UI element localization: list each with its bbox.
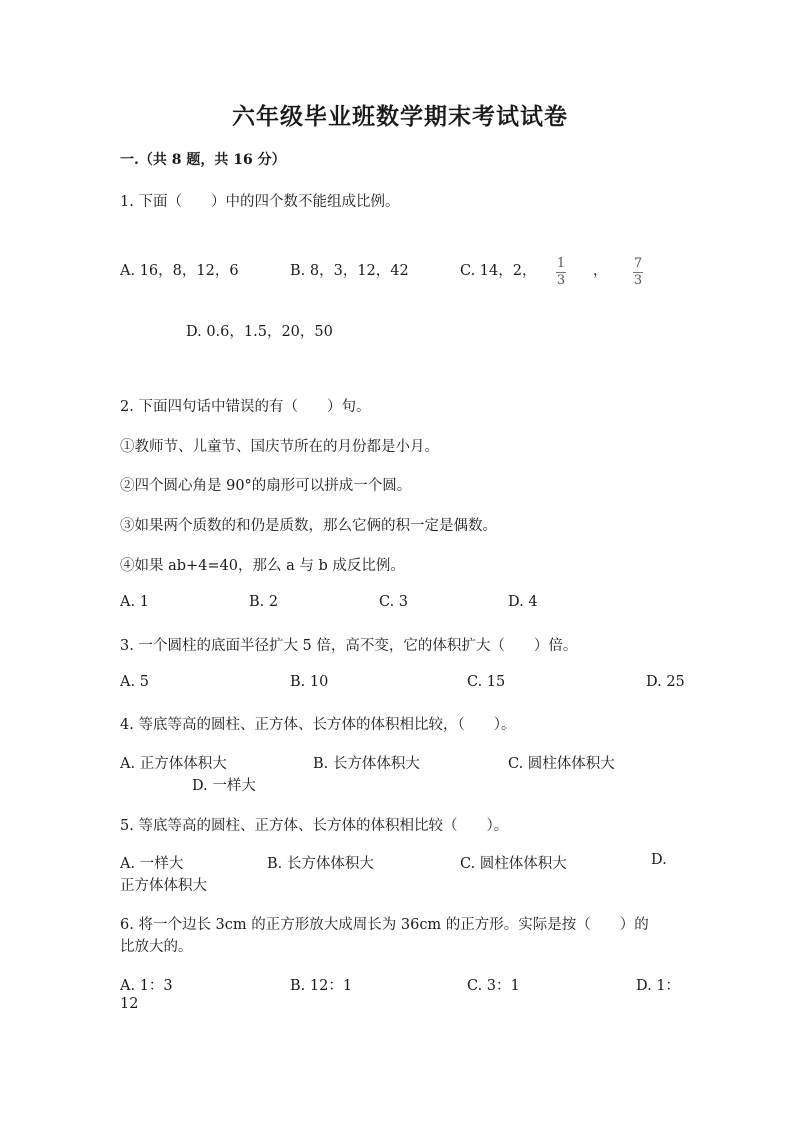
- q2-statement-4: ④如果 ab+4=40，那么 a 与 b 成反比例。: [120, 558, 405, 574]
- question-6-text-line-2: 比放大的。: [120, 939, 193, 955]
- question-2-text: 2. 下面四句话中错误的有（ ）句。: [120, 399, 371, 415]
- q4-option-c: C. 圆柱体体积大: [508, 756, 615, 772]
- q1-fraction-2-numerator: 7: [633, 256, 643, 271]
- q5-option-b: B. 长方体体积大: [267, 856, 374, 872]
- q1-fraction-1: [556, 252, 566, 288]
- q3-option-d: D. 25: [646, 674, 685, 690]
- q6-option-b: B. 12：1: [290, 978, 353, 994]
- question-3-text: 3. 一个圆柱的底面半径扩大 5 倍，高不变，它的体积扩大（ ）倍。: [120, 638, 578, 654]
- q3-option-a: A. 5: [120, 674, 149, 690]
- page-title: 六年级毕业班数学期末考试试卷: [232, 103, 568, 130]
- q1-option-a: A. 16，8，12，6: [120, 263, 239, 279]
- q1-fraction-2-denominator: 3: [633, 273, 643, 288]
- q1-option-d: D. 0.6，1.5，20，50: [186, 324, 333, 340]
- q2-statement-1: ①教师节、儿童节、国庆节所在的月份都是小月。: [120, 439, 439, 455]
- q5-option-d-text: 正方体体积大: [120, 878, 207, 894]
- question-1-text: 1. 下面（ ）中的四个数不能组成比例。: [120, 194, 400, 210]
- q4-option-d: D. 一样大: [192, 778, 256, 794]
- q2-statement-3: ③如果两个质数的和仍是质数，那么它俩的积一定是偶数。: [120, 518, 497, 534]
- section-heading: 一.（共 8 题，共 16 分）: [120, 152, 286, 168]
- q1-fraction-1-denominator: 3: [556, 273, 566, 288]
- question-5-text: 5. 等底等高的圆柱、正方体、长方体的体积相比较（ ）。: [120, 818, 509, 834]
- q1-fraction-1-numerator: 1: [556, 256, 566, 271]
- q6-option-d: D. 1：: [636, 978, 681, 994]
- q2-option-c: C. 3: [379, 594, 409, 610]
- q3-option-c: C. 15: [467, 674, 506, 690]
- q5-option-d-letter: D.: [651, 852, 667, 868]
- question-6-text-line-1: 6. 将一个边长 3cm 的正方形放大成周长为 36cm 的正方形。实际是按（ ）的: [120, 917, 649, 933]
- q6-option-a: A. 1：3: [120, 978, 173, 994]
- q3-option-b: B. 10: [290, 674, 329, 690]
- q4-option-a: A. 正方体体积大: [120, 756, 227, 772]
- q6-option-d-continued: 12: [120, 996, 139, 1012]
- q1-option-c: C. 14，2，: [460, 263, 537, 279]
- q6-option-c: C. 3：1: [467, 978, 520, 994]
- q1-fraction-separator: ，: [593, 263, 608, 279]
- q2-option-b: B. 2: [249, 594, 279, 610]
- q5-option-c: C. 圆柱体体积大: [460, 856, 567, 872]
- q5-option-a: A. 一样大: [120, 856, 184, 872]
- q1-option-b: B. 8，3，12，42: [290, 263, 409, 279]
- q1-fraction-2: [633, 252, 643, 288]
- q2-option-a: A. 1: [120, 594, 149, 610]
- question-4-text: 4. 等底等高的圆柱、正方体、长方体的体积相比较，（ ）。: [120, 717, 516, 733]
- q2-statement-2: ②四个圆心角是 90°的扇形可以拼成一个圆。: [120, 478, 412, 494]
- q2-option-d: D. 4: [508, 594, 538, 610]
- q4-option-b: B. 长方体体积大: [313, 756, 420, 772]
